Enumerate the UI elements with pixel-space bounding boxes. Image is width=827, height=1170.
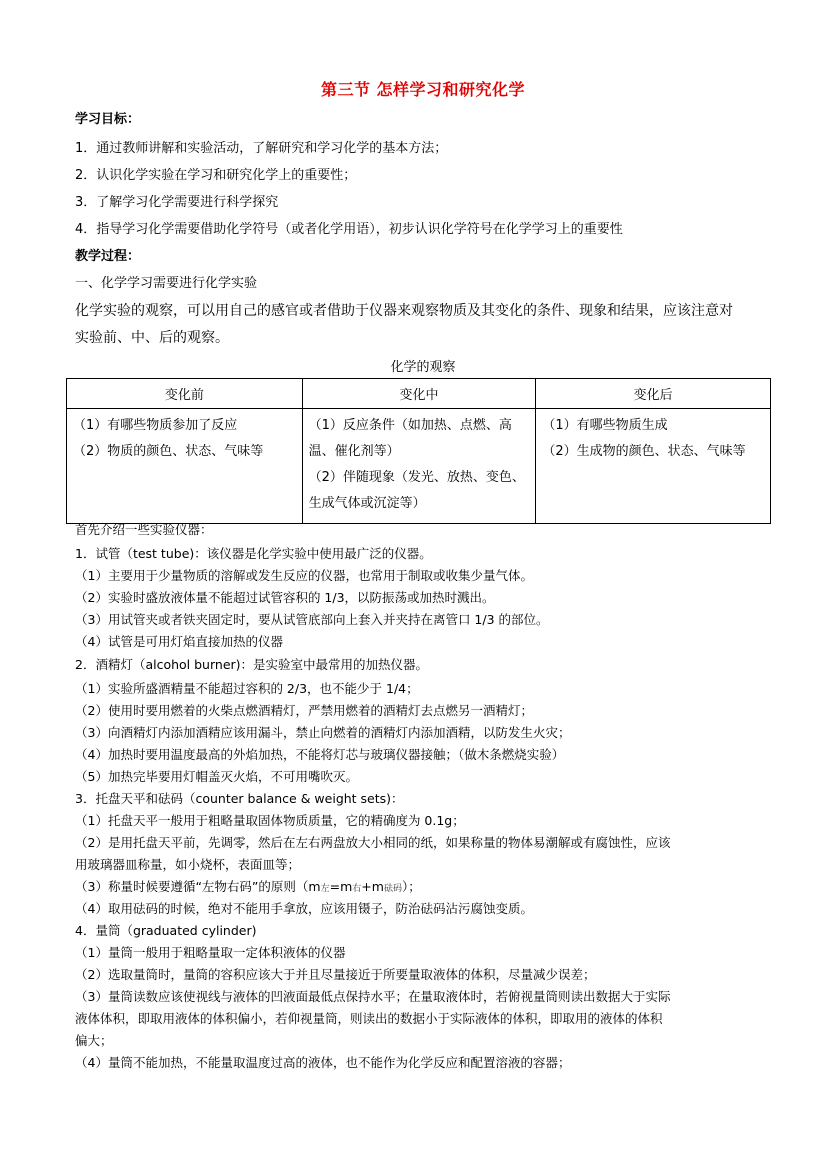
- table-header-during: 变化中: [302, 379, 536, 409]
- formula-line: [75, 878, 421, 898]
- objective-item: 2．认识化学实验在学习和研究化学上的重要性；: [75, 168, 357, 183]
- section-heading: 一、化学学习需要进行化学实验: [75, 276, 258, 291]
- text-line: 液体体积，即取用液体的体积偏小，若仰视量筒，则读出的数据小于实际液体的体积，即取用的液体的体积: [75, 1011, 663, 1026]
- formula-subscript: 左: [320, 884, 330, 894]
- table-header-after: 变化后: [536, 379, 771, 409]
- text-line: 4．量筒（graduated cylinder): [75, 923, 257, 938]
- objective-item: 3．了解学习化学需要进行科学探究: [75, 195, 279, 210]
- text-line: （1）量筒一般用于粗略量取一定体积液体的仪器: [75, 945, 346, 960]
- formula-subscript: 砝码: [383, 884, 402, 894]
- intro-paragraph-line: 实验前、中、后的观察。: [75, 330, 229, 346]
- instruments-intro: 首先介绍一些实验仪器：: [75, 522, 213, 537]
- formula-text: +m: [361, 879, 384, 894]
- text-line: （5）加热完毕要用灯帽盖灭火焰，不可用嘴吹灭。: [75, 769, 358, 784]
- text-line: （4）试管是可用灯焰直接加热的仪器: [75, 634, 283, 649]
- formula-subscript: 右: [352, 884, 362, 894]
- formula-text: （3）称量时候要遵循“左物右码”的原则（m: [75, 879, 321, 894]
- text-line: （2）是用托盘天平前，先调零，然后在左右两盘放大小相同的纸，如果称量的物体易潮解或有腐蚀性，应该: [75, 835, 671, 850]
- text-line: （4）加热时要用温度最高的外焰加热，不能将灯芯与玻璃仪器接触；（做木条燃烧实验）: [75, 747, 565, 762]
- intro-paragraph-line: 化学实验的观察，可以用自己的感官或者借助于仪器来观察物质及其变化的条件、现象和结果，应该注意对: [75, 303, 733, 319]
- formula-text: ）；: [401, 879, 421, 894]
- table-cell-after: [536, 409, 771, 524]
- table-cell-line: （1）反应条件（如加热、点燃、高温、催化剂等）: [308, 418, 512, 459]
- table-cell-line: （2）伴随现象（发光、放热、变色、生成气体或沉淀等）: [308, 470, 525, 511]
- table-cell-line: （2）物质的颜色、状态、气味等: [73, 444, 264, 459]
- text-line: （1）实验所盛酒精量不能超过容积的 2/3，也不能少于 1/4；: [75, 681, 419, 696]
- text-line: （4）量筒不能加热，不能量取温度过高的液体，也不能作为化学反应和配置溶液的容器；: [75, 1055, 571, 1070]
- table-cell-during: [302, 409, 536, 524]
- text-line: （3）量筒读数应该使视线与液体的凹液面最低点保持水平；在量取液体时，若俯视量筒则读出数据大于实际: [75, 989, 671, 1004]
- text-line: （3）向酒精灯内添加酒精应该用漏斗，禁止向燃着的酒精灯内添加酒精，以防发生火灾；: [75, 725, 571, 740]
- text-line: （2）实验时盛放液体量不能超过试管容积的 1/3，以防振荡或加热时溅出。: [75, 590, 495, 605]
- text-line: 1．试管（test tube)：该仪器是化学实验中使用最广泛的仪器。: [75, 546, 432, 561]
- objective-item: 1．通过教师讲解和实验活动，了解研究和学习化学的基本方法；: [75, 141, 448, 156]
- page-title: 第三节 怎样学习和研究化学: [320, 80, 526, 99]
- text-line: （1）主要用于少量物质的溶解或发生反应的仪器，也常用于制取或收集少量气体。: [75, 568, 533, 583]
- text-line: 2．酒精灯（alcohol burner)：是实验室中最常用的加热仪器。: [75, 657, 429, 672]
- text-line: 用玻璃器皿称量，如小烧杯，表面皿等；: [75, 857, 301, 872]
- formula-text: =m: [329, 879, 353, 894]
- text-line: （2）选取量筒时，量筒的容积应该大于并且尽量接近于所要量取液体的体积，尽量减少误差；: [75, 967, 596, 982]
- observation-table: [66, 378, 771, 524]
- table-cell-line: （1）有哪些物质生成: [542, 418, 668, 433]
- text-line: 3．托盘天平和砝码（counter balance & weight sets)：: [75, 791, 404, 806]
- table-caption: 化学的观察: [390, 360, 456, 375]
- table-cell-before: [67, 409, 303, 524]
- table-cell-line: （1）有哪些物质参加了反应: [73, 418, 238, 433]
- objectives-heading: 学习目标：: [75, 112, 141, 127]
- text-line: （2）使用时要用燃着的火柴点燃酒精灯，严禁用燃着的酒精灯去点燃另一酒精灯；: [75, 703, 533, 718]
- table-header-before: 变化前: [67, 379, 303, 409]
- text-line: （3）用试管夹或者铁夹固定时，要从试管底部向上套入并夹持在离管口 1/3 的部位。: [75, 612, 549, 627]
- text-line: （1）托盘天平一般用于粗略量取固体物质质量，它的精确度为 0.1g；: [75, 813, 465, 828]
- text-line: （4）取用砝码的时候，绝对不能用手拿放，应该用镊子，防治砝码沾污腐蚀变质。: [75, 901, 533, 916]
- text-line: 偏大；: [75, 1033, 113, 1048]
- objective-item: 4．指导学习化学需要借助化学符号（或者化学用语），初步认识化学符号在化学学习上的重要性: [75, 222, 623, 237]
- process-heading: 教学过程：: [75, 249, 141, 264]
- table-cell-line: （2）生成物的颜色、状态、气味等: [542, 444, 746, 459]
